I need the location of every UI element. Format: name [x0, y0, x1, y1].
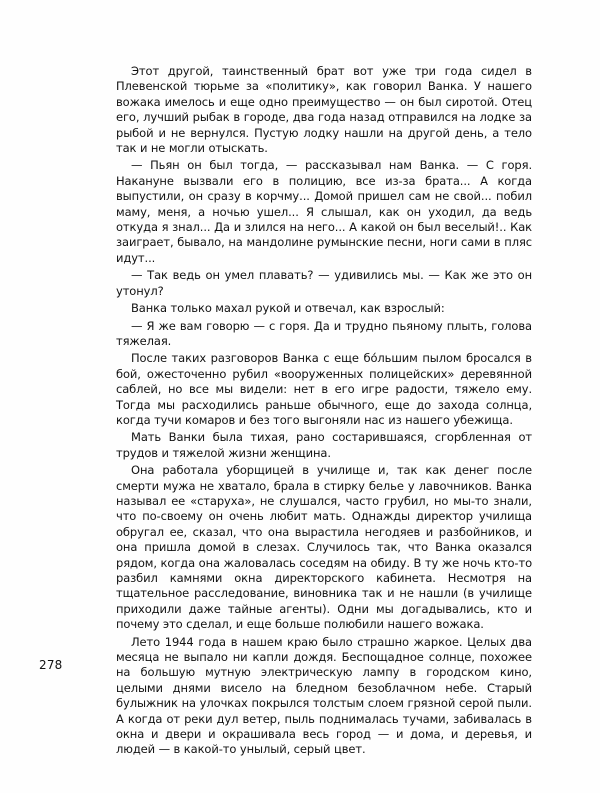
page-number: 278 — [39, 658, 63, 672]
paragraph: Мать Ванки была тихая, рано состарившаяся, сгорбленная от трудов и тяжелой жизни женщина. — [116, 430, 532, 460]
paragraph: — Так ведь он умел плавать? — удивились мы. — Как же это он утонул? — [116, 268, 532, 298]
paragraph: После таких разговоров Ванка с еще бо́льшим пылом бросался в бой, ожесточенно рубил «вооруженных полицейских» деревянной саблей, но все мы видели: нет в его игре радости, тяжело ему. Тогда мы расходились раньше обычного, еще до захода солнца, когда тучи комаров и без того выгоняли нас из нашего убежища. — [116, 351, 532, 427]
body-text — [116, 64, 532, 760]
paragraph: Этот другой, таинственный брат вот уже три года сидел в Плевенской тюрьме за «политику», как говорил Ванка. У нашего вожака имелось и еще одно преимущество — он был сиротой. Отец его, лучший рыбак в городе, два года назад отправился на лодке за рыбой и не вернулся. Пустую лодку нашли на другой день, а тело так и не могли отыскать. — [116, 64, 532, 156]
paragraph: Лето 1944 года в нашем краю было страшно жаркое. Целых два месяца не выпало ни капли дождя. Беспощадное солнце, похожее на большую мутную электрическую лампу в городском кино, целыми днями висело на бледном безоблачном небе. Старый булыжник на улочках покрылся толстым слоем грязной серой пыли. А когда от реки дул ветер, пыль поднималась тучами, забивалась в окна и двери и окрашивала весь город — и дома, и деревья, и людей — в какой-то унылый, серый цвет. — [116, 634, 532, 757]
paragraph: — Я же вам говорю — с горя. Да и трудно пьяному плыть, голова тяжелая. — [116, 318, 532, 348]
paragraph: Она работала уборщицей в училище и, так как денег после смерти мужа не хватало, брала в стирку белье у лавочников. Ванка называл ее «старуха», не слушался, часто грубил, но мы-то знали, что по-своему он очень любит мать. Однажды директор училища обругал ее, сказал, что она вырастила негодяев и разбойников, и она пришла домой в слезах. Случилось так, что Ванка оказался рядом, когда она жаловалась соседям на обиду. В ту же ночь кто-то разбил камнями окна директорского кабинета. Несмотря на тщательное расследование, виновника так и не нашли (в училище приходили даже тайные агенты). Одни мы догадывались, кто и почему это сделал, и еще больше полюбили нашего вожака. — [116, 463, 532, 632]
paragraph: Ванка только махал рукой и отвечал, как взрослый: — [131, 301, 445, 316]
paragraph: — Пьян он был тогда, — рассказывал нам Ванка. — С горя. Накануне вызвали его в полицию, все из-за брата... А когда выпустили, он сразу в корчму... Домой пришел сам не свой... побил маму, меня, а ночью ушел... Я слышал, как он уходил, да ведь откуда я знал... Да и злился на него... А какой он был веселый!.. Как заиграет, бывало, на мандолине румынские песни, ноги сами в пляс идут... — [116, 158, 532, 265]
